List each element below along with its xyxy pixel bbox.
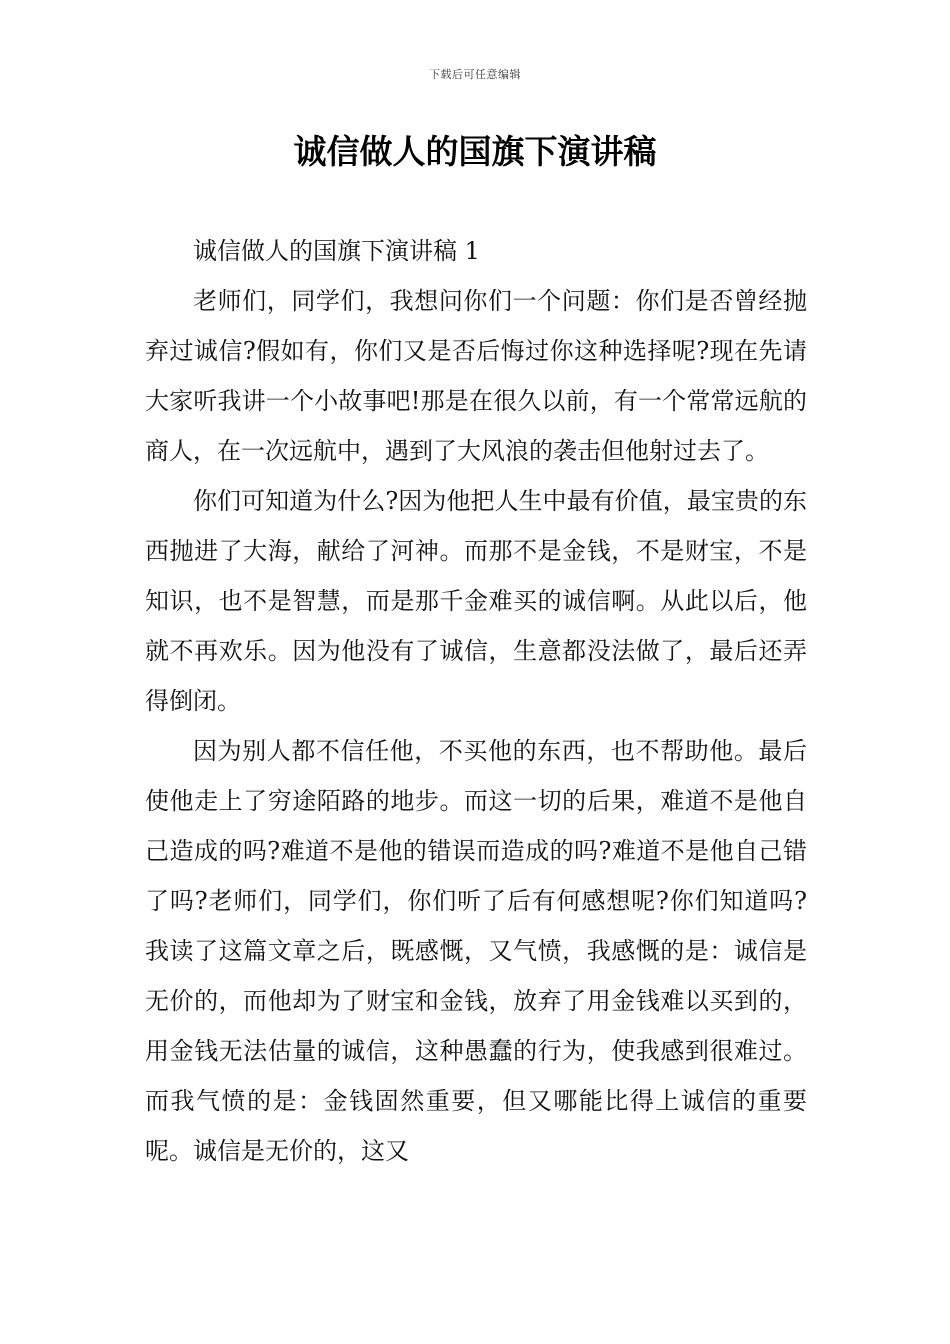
- paragraph: 因为别人都不信任他，不买他的东西，也不帮助他。最后使他走上了穷途陌路的地步。而这一切的后果，难道不是他自己造成的吗?难道不是他的错误而造成的吗?难道不是他自己错了吗?老师们，同学们，你们听了后有何感想呢?你们知道吗?我读了这篇文章之后，既感慨，又气愤，我感慨的是：诚信是无价的，而他却为了财宝和金钱，放弃了用金钱难以买到的，用金钱无法估量的诚信，这种愚蠢的行为，使我感到很难过。而我气愤的是：金钱固然重要，但又哪能比得上诚信的重要呢。诚信是无价的，这又: [145, 737, 807, 1165]
- paragraph: 老师们，同学们，我想问你们一个问题：你们是否曾经抛弃过诚信?假如有，你们又是否后悔过你这种选择呢?现在先请大家听我讲一个小故事吧!那是在很久以前，有一个常常远航的商人，在一次远航中，遇到了大风浪的袭击但他射过去了。: [145, 287, 807, 465]
- document-title: 诚信做人的国旗下演讲稿: [293, 132, 657, 171]
- paragraph-subtitle: 诚信做人的国旗下演讲稿 1: [193, 237, 480, 265]
- paragraph: 你们可知道为什么?因为他把人生中最有价值，最宝贵的东西抛进了大海，献给了河神。而那不是金钱，不是财宝，不是知识，也不是智慧，而是那千金难买的诚信啊。从此以后，他就不再欢乐。因为他没有了诚信，生意都没法做了，最后还弄得倒闭。: [145, 487, 807, 715]
- header-note: 下载后可任意编辑: [429, 68, 521, 81]
- document-body: [145, 226, 807, 1176]
